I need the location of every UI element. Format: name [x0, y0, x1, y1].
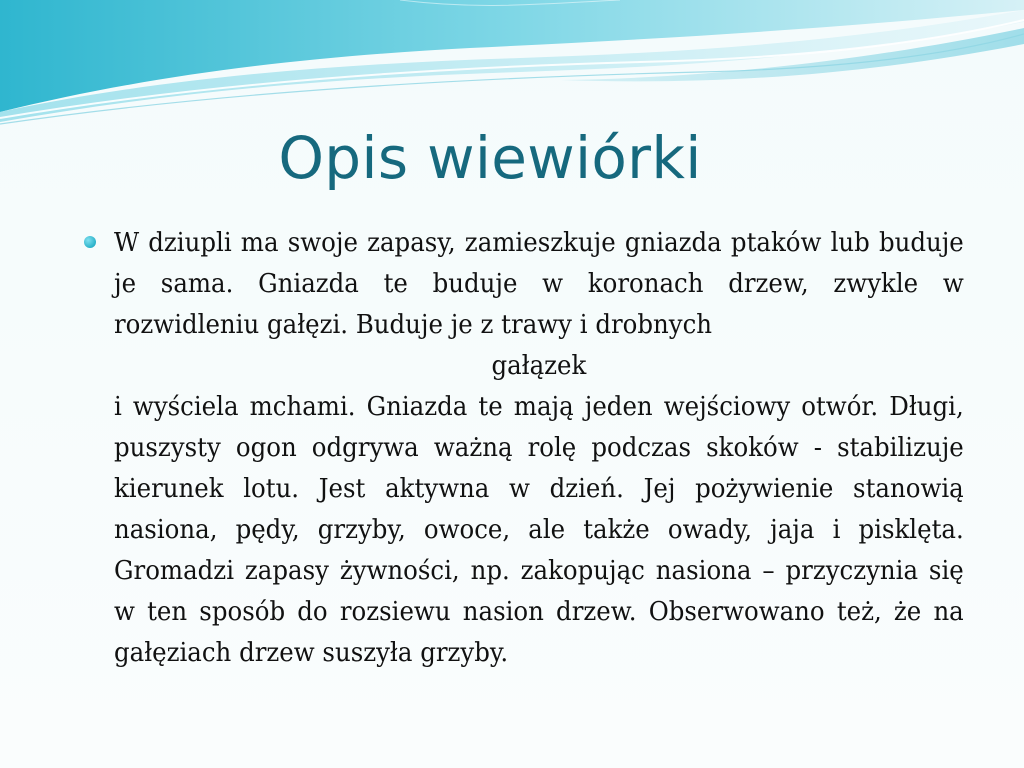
- body-paragraph-3: i wyściela mchami. Gniazda te mają jeden wejściowy otwór. Długi, puszysty ogon odgrywa ważną rolę podczas skoków - stabilizuje kierunek lotu. Jest aktywna w dzień. Jej pożywienie stanowią nasiona, pędy, grzyby, owoce, ale także owady, jaja i pisklęta. Gromadzi zapasy żywności, np. zakopując nasiona – przyczynia się w ten sposób do rozsiewu nasion drzew. Obserwowano też, że na gałęziach drzew suszyła grzyby.: [114, 392, 964, 668]
- bullet-icon: [84, 236, 96, 248]
- slide-title: Opis wiewiórki: [278, 124, 702, 192]
- slide-body: [114, 223, 964, 674]
- body-paragraph-2: gałązek: [491, 351, 587, 381]
- decorative-wave-header: [0, 0, 1024, 140]
- body-paragraph-1: W dziupli ma swoje zapasy, zamieszkuje gniazda ptaków lub buduje je sama. Gniazda te buduje w koronach drzew, zwykle w rozwidleniu gałęzi. Buduje je z trawy i drobnych: [114, 228, 964, 340]
